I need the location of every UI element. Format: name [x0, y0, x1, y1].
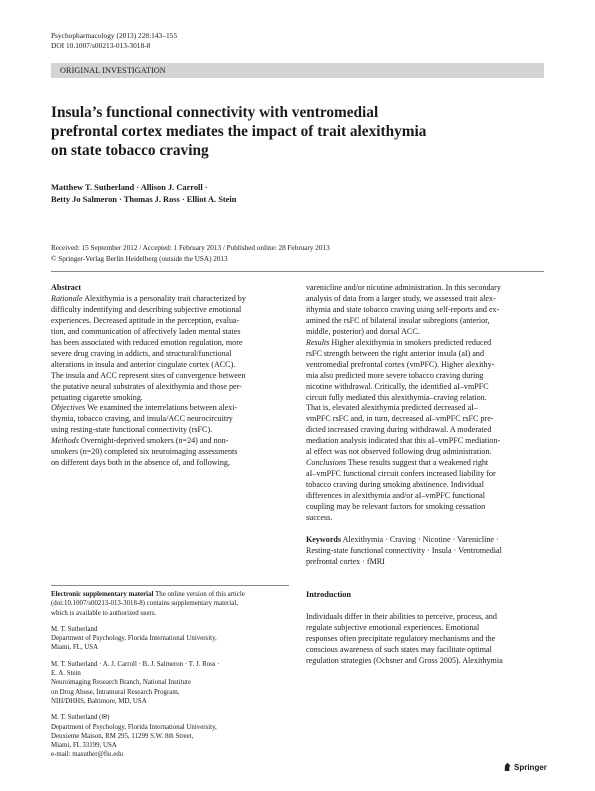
esm-text: which is available to authorized users.	[51, 609, 157, 617]
results-line	[306, 349, 544, 360]
keywords-text: Alexithymia · Craving · Nicotine · Varenicline ·	[342, 534, 499, 544]
introduction-heading: Introduction	[306, 589, 352, 599]
abstract-continued-text: analysis of data from a larger study, we assessed trait alex-	[306, 293, 496, 303]
introduction-line	[306, 634, 544, 645]
doi-line: DOI 10.1007/s00213-013-3018-8	[51, 41, 151, 50]
rationale-text: severe drug craving in addicts, and structural/functional	[51, 348, 232, 358]
introduction-line	[306, 612, 544, 623]
results-text: Higher alexithymia in smokers predicted reduced	[331, 337, 492, 347]
footnotes	[51, 590, 291, 760]
introduction-line	[306, 656, 544, 667]
objectives-text: We examined the interrelations between alexi-	[87, 403, 238, 413]
abstract-continued-text: varenicline and/or nicotine administration. In this secondary	[306, 283, 501, 292]
results-text: vmPFC rsFC and, in turn, decreased aI–vmPFC rsFC pre-	[306, 414, 494, 424]
affiliation-1	[51, 625, 291, 653]
results-text: rsFC strength between the right anterior insula (aI) and	[306, 348, 485, 358]
rationale-text: has been associated with reduced emotion regulation, more	[51, 337, 243, 347]
results-line	[306, 447, 544, 458]
methods-line	[51, 447, 289, 458]
affiliation-3-line: Miami, FL 33199, USA	[51, 742, 117, 750]
affiliation-1-line: M. T. Sutherland	[51, 625, 98, 633]
affiliation-3	[51, 713, 291, 759]
affiliation-2-line: NIH/DHHS, Baltimore, MD, USA	[51, 697, 147, 705]
results-text: ventromedial prefrontal cortex (vmPFC). Higher alexithy-	[306, 359, 495, 369]
introduction-line	[306, 645, 544, 656]
methods-text: on different days both in the absence of, and following,	[51, 458, 230, 468]
methods-text: smokers (n=20) completed six neuroimaging assessments	[51, 447, 238, 457]
rationale-text: alterations in insula and anterior cingulate cortex (ACC).	[51, 359, 236, 369]
abstract-continued-line	[306, 316, 544, 327]
methods-line	[51, 436, 289, 447]
introduction-text: conscious awareness of such states may facilitate optimal	[306, 644, 492, 654]
methods-line	[51, 458, 289, 469]
methods-block	[51, 436, 289, 469]
keywords-block	[306, 535, 544, 568]
results-text: mediation analysis indicated that this aI–vmPFC mediation-	[306, 436, 501, 446]
rationale-text: the putative neural substrates of alexithymia and those per-	[51, 381, 242, 391]
title-line: on state tobacco craving	[51, 142, 209, 160]
rationale-text: petuating cigarette smoking.	[51, 392, 143, 402]
results-text: circuit fully mediated this alexithymia–craving relation.	[306, 392, 487, 402]
rationale-line	[51, 371, 289, 382]
rationale-text: difficulty indentifying and describing subjective emotional	[51, 304, 242, 314]
results-text: nicotine withdrawal. Critically, the identified aI–vmPFC	[306, 381, 489, 391]
results-line	[306, 382, 544, 393]
affiliation-1-line: Miami, FL, USA	[51, 644, 99, 652]
rationale-text: Alexithymia is a personality trait characterized by	[84, 293, 246, 303]
rationale-line	[51, 327, 289, 338]
conclusions-text: tobacco craving during smoking abstinence. Individual	[306, 480, 485, 490]
springer-horse-icon	[503, 762, 512, 772]
results-line	[306, 414, 544, 425]
publication-dates	[51, 243, 330, 264]
results-line	[306, 436, 544, 447]
conclusions-text: aI–vmPFC functional circuit confers increased liability for	[306, 469, 496, 479]
rationale-text: tion, and communication of affectively laden mental states	[51, 326, 241, 336]
divider	[51, 271, 544, 272]
abstract-continued	[306, 283, 544, 338]
introduction-text: regulate subjective emotional experiences. Emotional	[306, 622, 480, 632]
rationale-line	[51, 360, 289, 371]
introduction-line	[306, 623, 544, 634]
introduction-text: responses often precipitate regulatory mechanisms and the	[306, 633, 496, 643]
abstract-continued-line	[306, 283, 544, 294]
results-line	[306, 425, 544, 436]
results-text: al effect was not observed following drug administration.	[306, 447, 492, 457]
results-block	[306, 338, 544, 458]
esm-text: The online version of this article	[155, 591, 245, 598]
introduction-text: Individuals differ in their abilities to perceive, process, and	[306, 611, 497, 621]
affiliation-2-line: on Drug Abuse, Intramural Research Program,	[51, 688, 180, 696]
results-line	[306, 371, 544, 382]
conclusions-line	[306, 469, 544, 480]
article-title	[51, 103, 471, 161]
objectives-line	[51, 403, 289, 414]
conclusions-line	[306, 480, 544, 491]
abstract-continued-text: amined the rsFC of bilateral insular subregions (anterior,	[306, 315, 490, 325]
keywords-label: Keywords	[306, 534, 342, 544]
rationale-label: Rationale	[51, 293, 83, 303]
objectives-block	[51, 403, 289, 436]
title-line: Insula’s functional connectivity with ventromedial	[51, 104, 379, 121]
results-line	[306, 360, 544, 371]
abstract-left-column	[51, 283, 289, 469]
abstract-continued-line	[306, 327, 544, 338]
journal-citation: Psychopharmacology (2013) 228:143–155	[51, 31, 178, 40]
abstract-continued-text: middle, posterior) and dorsal ACC.	[306, 326, 420, 336]
objectives-text: thymia, tobacco craving, and insula/ACC neurocircuitry	[51, 414, 233, 424]
results-text: That is, elevated alexithymia predicted decreased aI–	[306, 403, 478, 413]
conclusions-text: These results suggest that a weakened right	[347, 458, 489, 468]
affiliation-2-line: Neuroimaging Research Branch, National Institute	[51, 679, 191, 687]
conclusions-line	[306, 458, 544, 469]
results-line	[306, 403, 544, 414]
conclusions-text: differences in alexithymia and/or aI–vmPFC functional	[306, 491, 485, 501]
rationale-text: The insula and ACC represent sites of convergence between	[51, 370, 246, 380]
title-line: prefrontal cortex mediates the impact of trait alexithymia	[51, 123, 427, 141]
article-type-label: ORIGINAL INVESTIGATION	[60, 65, 166, 75]
results-text: mia also predicted more severe tobacco craving during	[306, 370, 484, 380]
results-line	[306, 393, 544, 404]
journal-header	[51, 31, 177, 51]
article-type-bar	[51, 63, 544, 78]
conclusions-line	[306, 491, 544, 502]
objectives-text: using resting-state functional connectivity (rsFC).	[51, 425, 213, 435]
conclusions-block	[306, 458, 544, 524]
conclusions-label: Conclusions	[306, 458, 347, 468]
affiliation-3-line: Deuxieme Maison, RM 295, 11299 S.W. 8th Street,	[51, 732, 194, 740]
keywords-text: Resting-state functional connectivity · Insula · Ventromedial	[306, 545, 502, 555]
abstract-right-column	[306, 283, 544, 667]
conclusions-text: coupling may be relevant factors for smoking cessation	[306, 502, 486, 512]
results-text: dicted increased craving during withdrawal. A moderated	[306, 425, 492, 435]
affiliation-2	[51, 660, 291, 706]
objectives-line	[51, 414, 289, 425]
esm-text: (doi:10.1007/s00213-013-3018-8) contains supplementary material,	[51, 600, 238, 608]
rationale-line	[51, 349, 289, 360]
author-line: Betty Jo Salmeron · Thomas J. Ross · Elliot A. Stein	[51, 195, 237, 205]
esm-label: Electronic supplementary material	[51, 591, 154, 598]
introduction-text: regulation strategies (Ochsner and Gross 2005). Alexithymia	[306, 655, 503, 665]
conclusions-line	[306, 513, 544, 524]
objectives-line	[51, 425, 289, 436]
keywords-text: prefrontal cortex · fMRI	[306, 556, 385, 566]
affiliation-2-line: M. T. Sutherland · A. J. Carroll · B. J. Salmeron · T. J. Ross ·	[51, 660, 220, 668]
affiliation-3-line: Department of Psychology, Florida International University,	[51, 723, 217, 731]
copyright-line: © Springer-Verlag Berlin Heidelberg (outside the USA) 2013	[51, 254, 228, 263]
methods-text: Overnight-deprived smokers (n=24) and non-	[80, 436, 229, 446]
rationale-line	[51, 294, 289, 305]
conclusions-line	[306, 502, 544, 513]
publisher-logo	[503, 762, 547, 772]
introduction-body	[306, 612, 544, 667]
publisher-name: Springer	[514, 763, 547, 772]
affiliation-2-line: E. A. Stein	[51, 670, 81, 678]
abstract-continued-line	[306, 305, 544, 316]
affiliation-3-line: M. T. Sutherland (✉)	[51, 714, 110, 722]
rationale-text: experiences. Decreased aptitude in the perception, evalua-	[51, 315, 240, 325]
received-accepted-line: Received: 15 September 2012 / Accepted: 1 February 2013 / Published online: 28 February 2013	[51, 244, 330, 252]
author-line: Matthew T. Sutherland · Allison J. Carroll ·	[51, 183, 208, 192]
rationale-line	[51, 305, 289, 316]
rationale-line	[51, 316, 289, 327]
footnote-divider	[51, 585, 289, 586]
results-label: Results	[306, 337, 330, 347]
affiliation-3-line[interactable]: e-mail: masuther@fiu.edu	[51, 751, 124, 759]
rationale-block	[51, 294, 289, 404]
results-line	[306, 338, 544, 349]
affiliation-1-line: Department of Psychology, Florida International University,	[51, 635, 217, 643]
abstract-continued-text: ithymia and state tobacco craving using self-reports and ex-	[306, 304, 500, 314]
rationale-line	[51, 393, 289, 404]
abstract-continued-line	[306, 294, 544, 305]
objectives-label: Objectives	[51, 403, 86, 413]
rationale-line	[51, 338, 289, 349]
rationale-line	[51, 382, 289, 393]
author-list	[51, 182, 371, 206]
conclusions-text: success.	[306, 513, 333, 523]
methods-label: Methods	[51, 436, 79, 446]
abstract-heading: Abstract	[51, 283, 82, 292]
